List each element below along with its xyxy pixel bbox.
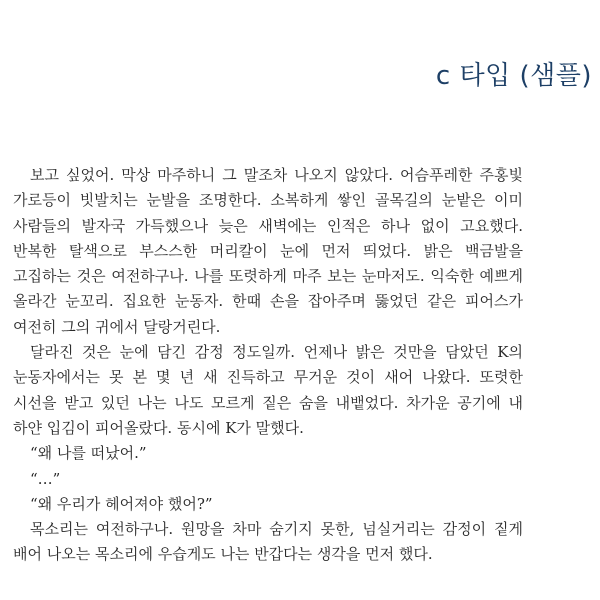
paragraph: 목소리는 여전하구나. 원망을 차마 숨기지 못한, 넘실거리는 감정이 짙게 배어 나오는 목소리에 우습게도 나는 반갑다는 생각을 먼저 했다. — [13, 520, 523, 564]
paragraph: 보고 싶었어. 막상 마주하니 그 말조차 나오지 않았다. 어슴푸레한 주홍빛 가로등이 빗발치는 눈발을 조명한다. 소복하게 쌓인 골목길의 눈밭은 이미 사람들의 발자국 가득했으나 늦은 새벽에는 인적은 하나 없이 고요했다. 반복한 탈색으로 부스스한 머리칼이 눈에 먼저 띄었다. 밝은 백금발을 고집하는 것은 여전하구나. 나를 또렷하게 마주 보는 눈마저도. 익숙한 예쁘게 올라간 눈꼬리. 집요한 눈동자. 한때 손을 잡아주며 뚫었던 같은 피어스가 여전히 그의 귀에서 달랑거린다. — [13, 166, 523, 336]
body-text — [13, 163, 523, 568]
dialogue-line: “왜 우리가 헤어져야 했어?” — [30, 494, 213, 513]
paragraph: 달라진 것은 눈에 담긴 감정 정도일까. 언제나 밝은 것만을 담았던 K의 눈동자에서는 못 본 몇 년 새 진득하고 무거운 것이 새어 나왔다. 또렷한 시선을 받고 있던 나는 나도 모르게 짙은 숨을 내뱉었다. 차가운 공기에 내 하얀 입김이 피어올랐다. 동시에 K가 말했다. — [13, 343, 523, 437]
page-title: c 타입 (샘플) — [435, 61, 592, 91]
dialogue-line: “왜 나를 떠났어.” — [30, 444, 147, 463]
dialogue-line: “…” — [30, 469, 61, 488]
